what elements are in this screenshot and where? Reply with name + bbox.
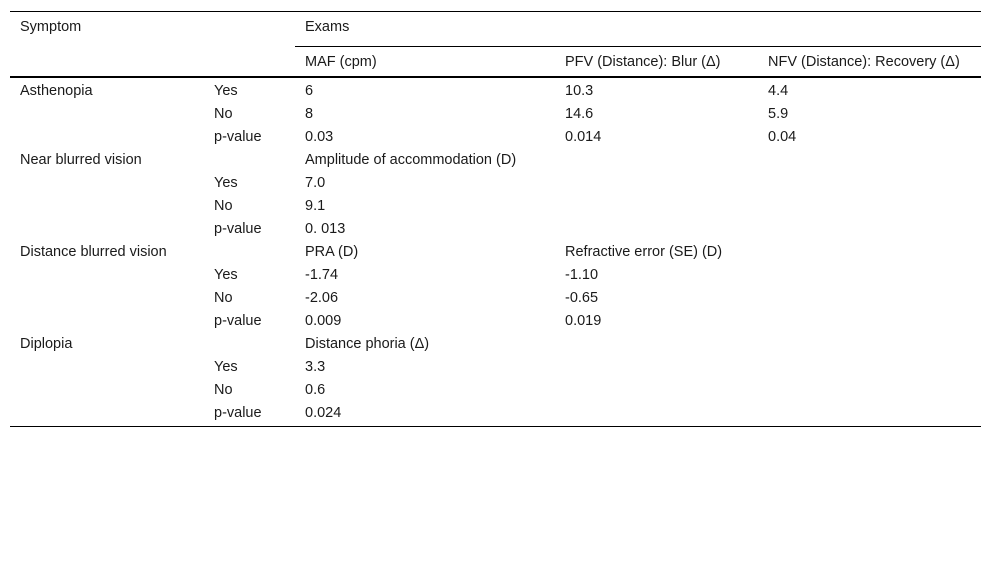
table-row [10, 263, 981, 286]
cell-value: 0.6 [305, 382, 326, 398]
cell-value: 0.009 [305, 313, 342, 329]
table-row [10, 240, 981, 263]
group-label: Yes [214, 267, 238, 283]
header-symptom: Symptom [10, 12, 295, 47]
cell-value: 0.024 [295, 401, 555, 427]
header-exams: Exams [295, 12, 981, 47]
table-row [10, 286, 981, 309]
group-label: No [214, 290, 233, 306]
group-label: No [214, 382, 233, 398]
symptom-exams-table [10, 11, 981, 427]
table-row [10, 378, 981, 401]
group-label: No [214, 106, 233, 122]
group-label: Yes [214, 359, 238, 375]
group-label: p-value [214, 129, 262, 145]
group-label: Yes [214, 175, 238, 191]
cell-value: 0.019 [565, 313, 602, 329]
table-row [10, 125, 981, 148]
header-maf: MAF (cpm) [295, 47, 555, 78]
symptom-label: Asthenopia [20, 83, 93, 99]
cell-value: 4.4 [768, 83, 789, 99]
group-label: p-value [214, 221, 262, 237]
cell-value: 8 [305, 106, 314, 122]
group-label: No [214, 198, 233, 214]
header-pfv: PFV (Distance): Blur (Δ) [555, 47, 758, 78]
cell-value: 0.014 [565, 129, 602, 145]
cell-value: 0.04 [768, 129, 797, 145]
cell-value: 3.3 [305, 359, 326, 375]
group-label: p-value [214, 313, 262, 329]
cell-value: -0.65 [565, 290, 599, 306]
cell-value: 7.0 [305, 175, 326, 191]
results-table-container [10, 11, 981, 427]
symptom-label: Diplopia [20, 336, 73, 352]
table-row [10, 332, 981, 355]
cell-value: 5.9 [768, 106, 789, 122]
table-row [10, 217, 981, 240]
table-row [10, 102, 981, 125]
exam-label: Refractive error (SE) (D) [565, 244, 723, 260]
cell-value: 10.3 [565, 83, 594, 99]
cell-value: 0. 013 [305, 221, 346, 237]
cell-value: 14.6 [565, 106, 594, 122]
cell-value: 6 [305, 83, 314, 99]
cell-value: -1.10 [565, 267, 599, 283]
header-row [10, 12, 981, 47]
table-row [10, 401, 981, 427]
exam-label: PRA (D) [305, 244, 359, 260]
cell-value: -1.74 [305, 267, 339, 283]
subheader-row [10, 47, 981, 78]
cell-value: 9.1 [305, 198, 326, 214]
symptom-label: Near blurred vision [20, 152, 142, 168]
exam-label: Distance phoria (Δ) [305, 336, 430, 352]
table-row [10, 194, 981, 217]
symptom-label: Distance blurred vision [20, 244, 167, 260]
header-nfv: NFV (Distance): Recovery (Δ) [758, 47, 981, 78]
table-row [10, 309, 981, 332]
table-row [10, 355, 981, 378]
group-label: p-value [204, 401, 295, 427]
table-row [10, 77, 981, 102]
group-label: Yes [214, 83, 238, 99]
cell-value: 0.03 [305, 129, 334, 145]
exam-label: Amplitude of accommodation (D) [305, 152, 517, 168]
table-row [10, 171, 981, 194]
table-row [10, 148, 981, 171]
cell-value: -2.06 [305, 290, 339, 306]
